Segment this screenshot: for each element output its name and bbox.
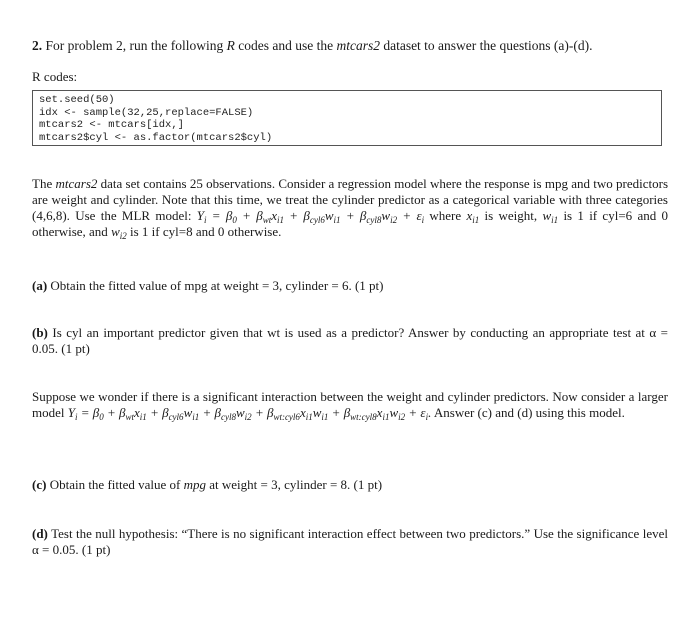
intro-paragraph: The mtcars2 data set contains 25 observations. Consider a regression model where the response is mpg and two predictors are weight and cylinder. Note that this time, we treat the cylinder predictor as a categorical variable with three categories (4,6,8). Use the MLR model: $Y_i = \beta_0 + \beta_{wt}x_{i1} + \beta_{cyl6}w_{i1} + \beta_{cyl8}w_{i2} + \varepsilon_i$ where $x_{i1}$ is weight, $w_{i1}$ is 1 if cyl=6 and 0 otherwise, and $w_{i2}$ is 1 if cyl=8 and 0 otherwise. xyxy=(32,176,669,241)
var-w-i1: $w_{i1}$ xyxy=(542,208,559,225)
code-line: mtcars2 <- mtcars[idx,] xyxy=(39,119,184,131)
problem-number: 2. xyxy=(32,38,43,53)
rcodes-label: R codes: xyxy=(32,69,78,84)
r-code-block xyxy=(32,90,662,146)
interaction-model-equation: $Y_i = \beta_0 + \beta_{wt}x_{i1} + \beta_{cyl6}w_{i1} + \beta_{cyl8}w_{i2} + \beta_{wt:cyl6}x_{i1}w_{i1} + \beta_{wt:cyl8}x_{i1}w_{i2} + \varepsilon_i$. xyxy=(67,405,432,422)
var-x-i1: $x_{i1}$ xyxy=(466,208,480,225)
code-line: idx <- sample(32,25,replace=FALSE) xyxy=(39,106,254,119)
question-label: (d) xyxy=(32,526,48,541)
mlr-model-equation: $Y_i = \beta_0 + \beta_{wt}x_{i1} + \beta_{cyl6}w_{i1} + \beta_{cyl8}w_{i2} + \varepsilon_i$ xyxy=(196,208,425,225)
code-line: set.seed(50) xyxy=(39,94,115,106)
code-line: mtcars2$cyl <- as.factor(mtcars2$cyl) xyxy=(39,131,273,144)
question-label: (c) xyxy=(32,477,47,492)
question-label: (a) xyxy=(32,278,48,293)
question-b: (b) Is cyl an important predictor given that wt is used as a predictor? Answer by conducting an appropriate test at α = 0.05. (1 pt) xyxy=(32,325,669,356)
question-c: (c) Obtain the fitted value of mpg at weight = 3, cylinder = 8. (1 pt) xyxy=(32,477,383,492)
var-w-i2: $w_{i2}$ xyxy=(111,224,127,241)
problem-heading: 2. For problem 2, run the following R codes and use the mtcars2 dataset to answer the questions (a)-(d). xyxy=(32,38,593,53)
question-d: (d) Test the null hypothesis: “There is no significant interaction effect between two predictors.” Use the significance level α = 0.05. (1 pt) xyxy=(32,526,669,557)
question-label: (b) xyxy=(32,325,48,340)
question-a: (a) Obtain the fitted value of mpg at weight = 3, cylinder = 6. (1 pt) xyxy=(32,278,384,293)
interaction-paragraph: Suppose we wonder if there is a significant interaction between the weight and cylinder predictors. Now consider a larger model $Y_i = \beta_0 + \beta_{wt}x_{i1} + \beta_{cyl6}w_{i1} + \beta_{cyl8}w_{i2} + \beta_{wt:cyl6}x_{i1}w_{i1} + \beta_{wt:cyl8}x_{i1}w_{i2} + \varepsilon_i$. Answer (c) and (d) using this model. xyxy=(32,389,668,422)
